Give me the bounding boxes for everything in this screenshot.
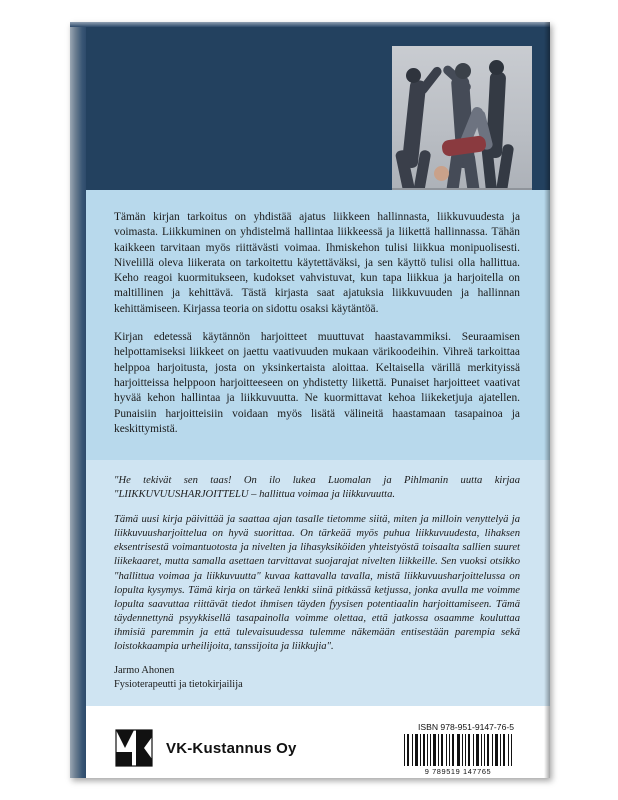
- vk-logo-icon: [114, 728, 154, 768]
- barcode-number: 9 789519 147765: [424, 767, 492, 776]
- review-quote-body: Tämä uusi kirja päivittää ja saattaa ajan tasalle tietomme siitä, miten ja milloin venyttelyä ja liikkuvuusharjoittelua on hyvä suorittaa. On tärkeää myös puhua liikkuvuudesta, lihaksen eksentrisestä voimantuotosta ja nivelten ja lihasyksiköiden yhteistyöstä toisaalta sallien suuret liikekaaret, mutta samalla asettaen tarvittavat suojarajat nivelten liikkeille. Sen vuoksi otsikko "hallittua voimaa ja liikkuvuutta" kuvaa kattavalla tavalla, mistä liikkuvuusharjoittelussa on lopulta kysymys. Tämä kirja on tärkeä lenkki siinä pitkässä ketjussa, jonka avulla me voimme lopulta saavuttaa riittävät tiedot ihmisen täyden fyysisen potentiaalin harjoittamiseen. Tämä täydennettynä psyykkisellä tasapainolla voimme olettaa, että jatkossa osaamme kouluttaa ihmisiä paremmin ja että tulevaisuudessa tulemme näkemään entisestään parempia sekä loistokkaampia urheilijoita, tanssijoita ja liikkujia".: [114, 514, 520, 653]
- barcode: [402, 734, 514, 776]
- photo-inverted-head: [434, 166, 449, 181]
- isbn-label: ISBN 978-951-9147-76-5: [417, 722, 514, 732]
- book-right-edge-shadow: [544, 22, 550, 778]
- publisher-block: [114, 728, 297, 768]
- book-back-cover: [70, 22, 550, 778]
- photo-figure-head-2: [455, 63, 471, 79]
- blurb-text: [114, 210, 520, 450]
- blurb-paragraph-1: Tämän kirjan tarkoitus on yhdistää ajatus liikkeen hallinnasta, liikkuvuudesta ja voimasta. Liikkuminen on yhdistelmä hallintaa liikkeessä ja liikettä hallinnassa. Tähän kaikkeen tarvitaan myös riittävästi voimaa. Ihmiskehon tulisi liikkua monipuolisesti. Nivelillä oleva liikerata on tarkoitettu käytettäväksi, ja sen käyttö tulisi olla hallittua. Keho reagoi kuormitukseen, kudokset vahvistuvat, kun tapa liikkua ja harjoitella on maltillinen ja kehittävä. Tästä kirjasta saat ajatuksia liikkuvuuden ja hallinnan kehittämiseen. Kirjassa teoria on sidottu osaksi käytäntöä.: [114, 211, 520, 315]
- blurb-paragraph-2: Kirjan edetessä käytännön harjoitteet muuttuvat haastavammiksi. Seuraamisen helpottamiseksi liikkeet on jaettu vaativuuden mukaan värikoodeihin. Vihreä tarkoittaa helppoa harjoitusta, josta on yksinkertaista aloittaa. Keltaisella värillä merkityissä harjoitteissa helppoon harjoitteeseen on yhdistetty liikettä. Punaiset harjoitteet vaativat hyvää kehon hallintaa ja liikkuvuutta. Ne kuormittavat kehoa liikeketjuja ajatellen. Punaisiin harjoitteisiin voidaan myös lisätä välineitä haastamaan tasapainoa ja keskittymistä.: [114, 331, 520, 435]
- reviewer-signature: [114, 664, 243, 691]
- reviewer-name: Jarmo Ahonen: [114, 665, 175, 676]
- barcode-bars: [402, 734, 514, 766]
- photo-figure-head-3: [489, 60, 504, 75]
- photo-figure-head-1: [406, 68, 421, 83]
- photo-inverted-torso: [441, 135, 487, 157]
- cover-photo: [392, 46, 532, 206]
- publisher-name: VK-Kustannus Oy: [166, 739, 297, 757]
- review-quote-lead: "He tekivät sen taas! On ilo lukea Luomalan ja Pihlmanin uutta kirjaa "LIIKKUVUUSHARJOITTELU – hallittua voimaa ja liikkuvuutta.: [114, 475, 520, 501]
- review-quote: [114, 474, 520, 665]
- book-spine-shading: [70, 22, 86, 778]
- reviewer-title: Fysioterapeutti ja tietokirjailija: [114, 678, 243, 690]
